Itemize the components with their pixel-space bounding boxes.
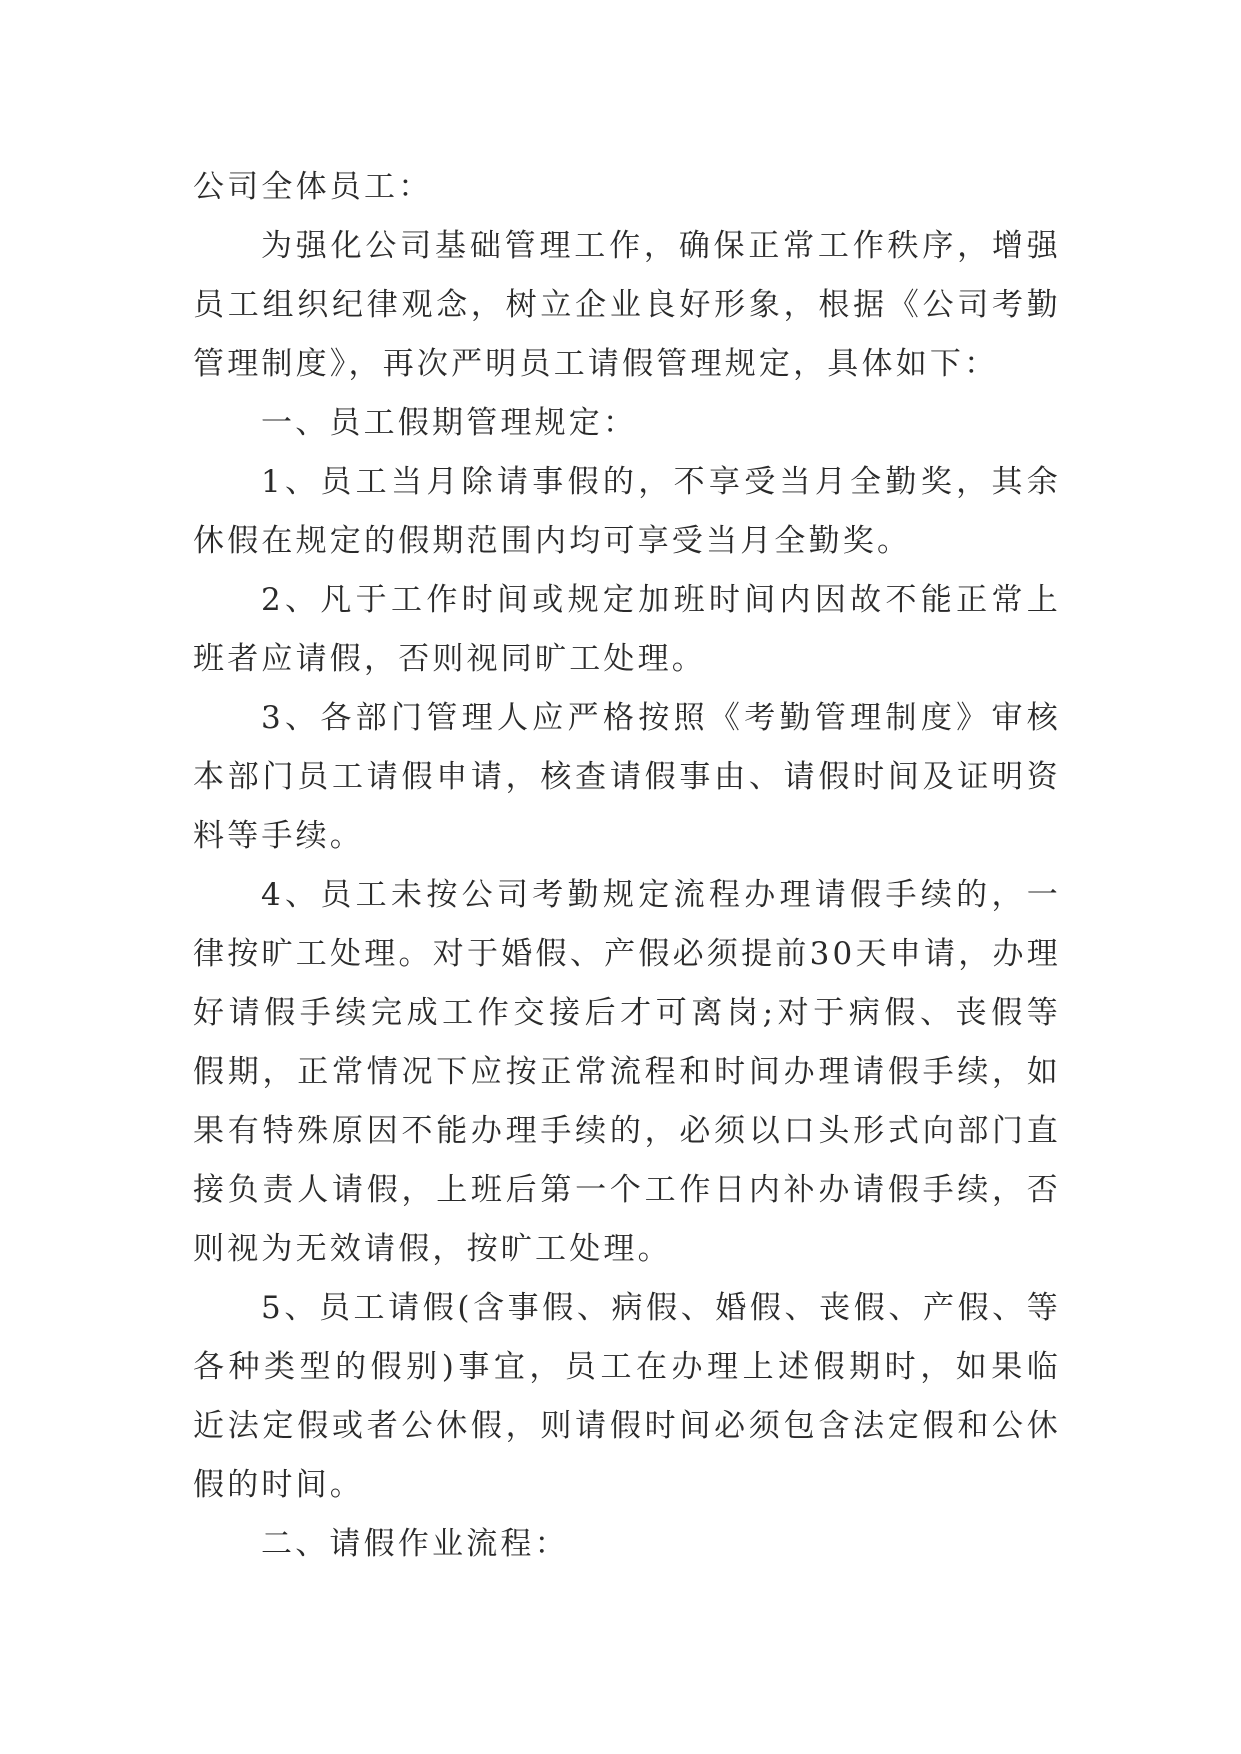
rule-item-1: 1、员工当月除请事假的，不享受当月全勤奖，其余休假在规定的假期范围内均可享受当月全勤奖。 [193, 464, 1061, 559]
rule-item-5: 5、员工请假(含事假、病假、婚假、丧假、产假、等各种类型的假别)事宜，员工在办理上述假期时，如果临近法定假或者公休假，则请假时间必须包含法定假和公休假的时间。 [193, 1290, 1061, 1503]
document-body [193, 158, 1061, 1574]
rule-item-3: 3、各部门管理人应严格按照《考勤管理制度》审核本部门员工请假申请，核查请假事由、请假时间及证明资料等手续。 [193, 700, 1061, 854]
section-heading-leave-process: 二、请假作业流程： [261, 1526, 569, 1562]
rule-item-4: 4、员工未按公司考勤规定流程办理请假手续的，一律按旷工处理。对于婚假、产假必须提前30天申请，办理好请假手续完成工作交接后才可离岗;对于病假、丧假等假期，正常情况下应按正常流程和时间办理请假手续，如果有特殊原因不能办理手续的，必须以口头形式向部门直接负责人请假，上班后第一个工作日内补办请假手续，否则视为无效请假，按旷工处理。 [193, 877, 1061, 1267]
section-heading-leave-rules: 一、员工假期管理规定： [261, 405, 638, 441]
rule-item-2: 2、凡于工作时间或规定加班时间内因故不能正常上班者应请假，否则视同旷工处理。 [193, 582, 1061, 677]
salutation: 公司全体员工： [193, 169, 433, 205]
intro-paragraph: 为强化公司基础管理工作，确保正常工作秩序，增强员工组织纪律观念，树立企业良好形象，根据《公司考勤管理制度》，再次严明员工请假管理规定，具体如下： [193, 228, 1061, 382]
